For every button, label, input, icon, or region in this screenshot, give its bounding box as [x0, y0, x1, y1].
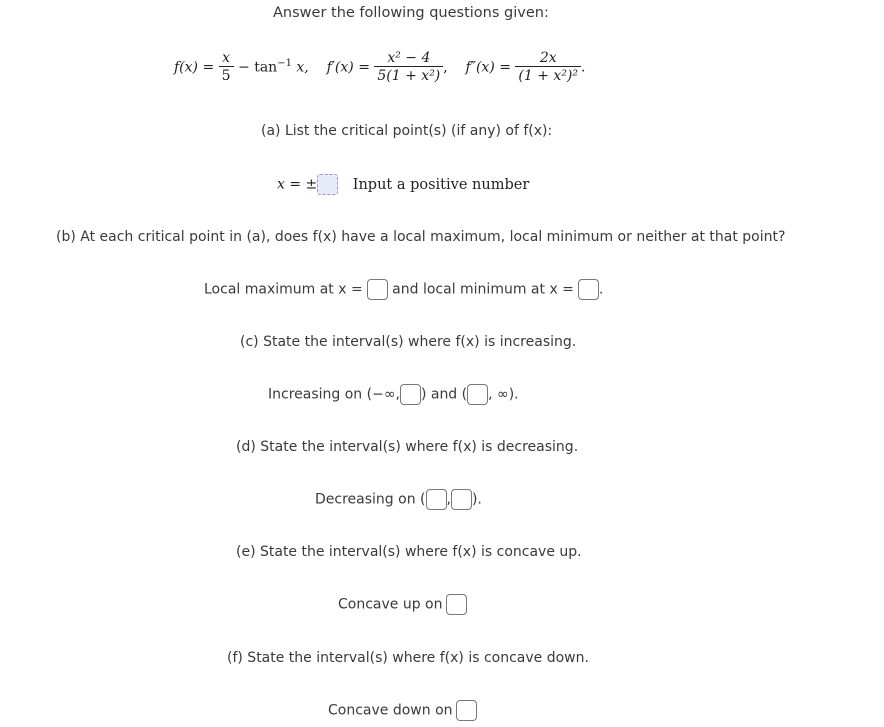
- fpp-end: .: [581, 59, 586, 76]
- f-arg: x,: [296, 59, 309, 76]
- instruction-text: Answer the following questions given:: [273, 5, 549, 21]
- part-e-prompt: (e) State the interval(s) where f(x) is concave up.: [236, 544, 582, 560]
- increasing-open2: (: [461, 386, 468, 403]
- concave-up-input[interactable]: [446, 594, 467, 615]
- increasing-label: Increasing on: [268, 386, 363, 403]
- part-b-prompt: (b) At each critical point in (a), does f(x) have a local maximum, local minimum or neither at that point?: [56, 229, 786, 245]
- increasing-close2: , ∞).: [488, 386, 519, 403]
- local-max-label: Local maximum at x =: [204, 281, 363, 298]
- decreasing-endpoint-1-input[interactable]: [426, 489, 447, 510]
- part-a-hint: Input a positive number: [352, 176, 530, 193]
- part-e-answer-row: [338, 594, 467, 615]
- part-a-answer-row: [277, 174, 529, 195]
- fpp-fraction: [515, 50, 581, 85]
- function-definition: [174, 50, 585, 85]
- f-frac-num: x: [219, 50, 234, 67]
- decreasing-open: (: [420, 491, 426, 508]
- critical-point-input[interactable]: [317, 174, 338, 195]
- concave-down-label: Concave down on: [328, 702, 453, 719]
- fp-num: x² − 4: [374, 50, 443, 67]
- fp-den: 5(1 + x²): [377, 68, 441, 84]
- f-fraction: [219, 50, 234, 85]
- part-d-prompt: (d) State the interval(s) where f(x) is decreasing.: [236, 439, 579, 455]
- local-max-input[interactable]: [367, 279, 388, 300]
- part-f-prompt: (f) State the interval(s) where f(x) is concave down.: [227, 650, 589, 666]
- fpp-lhs: f″(x) =: [465, 59, 511, 76]
- part-c-prompt: (c) State the interval(s) where f(x) is increasing.: [240, 334, 577, 350]
- decreasing-endpoint-2-input[interactable]: [451, 489, 472, 510]
- fpp-num: 2x: [515, 50, 581, 67]
- part-d-answer-row: [315, 489, 482, 510]
- f-frac-den: 5: [221, 68, 231, 84]
- increasing-endpoint-2-input[interactable]: [467, 384, 488, 405]
- local-min-label: and local minimum at x =: [392, 281, 574, 298]
- increasing-endpoint-1-input[interactable]: [400, 384, 421, 405]
- f-rest: − tan: [238, 59, 278, 76]
- increasing-and: and: [430, 386, 458, 403]
- part-f-answer-row: [328, 700, 477, 721]
- part-b-end: .: [598, 281, 604, 298]
- fp-sep: ,: [443, 59, 448, 76]
- local-min-input[interactable]: [578, 279, 599, 300]
- decreasing-comma: ,: [446, 491, 451, 508]
- decreasing-label: Decreasing on: [315, 491, 416, 508]
- f-lhs: f(x) =: [174, 59, 215, 76]
- f-sup: −1: [277, 57, 292, 69]
- part-c-answer-row: [268, 384, 519, 405]
- part-b-answer-row: [204, 279, 603, 300]
- decreasing-close: ).: [471, 491, 482, 508]
- increasing-close1: ): [420, 386, 427, 403]
- fp-lhs: f′(x) =: [326, 59, 370, 76]
- fp-fraction: [374, 50, 443, 85]
- concave-down-input[interactable]: [456, 700, 477, 721]
- part-a-prefix: x = ±: [277, 176, 318, 193]
- part-a-prompt: (a) List the critical point(s) (if any) of f(x):: [261, 123, 553, 139]
- increasing-open1: (−∞,: [366, 386, 400, 403]
- fpp-den: (1 + x²)²: [518, 68, 579, 84]
- concave-up-label: Concave up on: [338, 596, 443, 613]
